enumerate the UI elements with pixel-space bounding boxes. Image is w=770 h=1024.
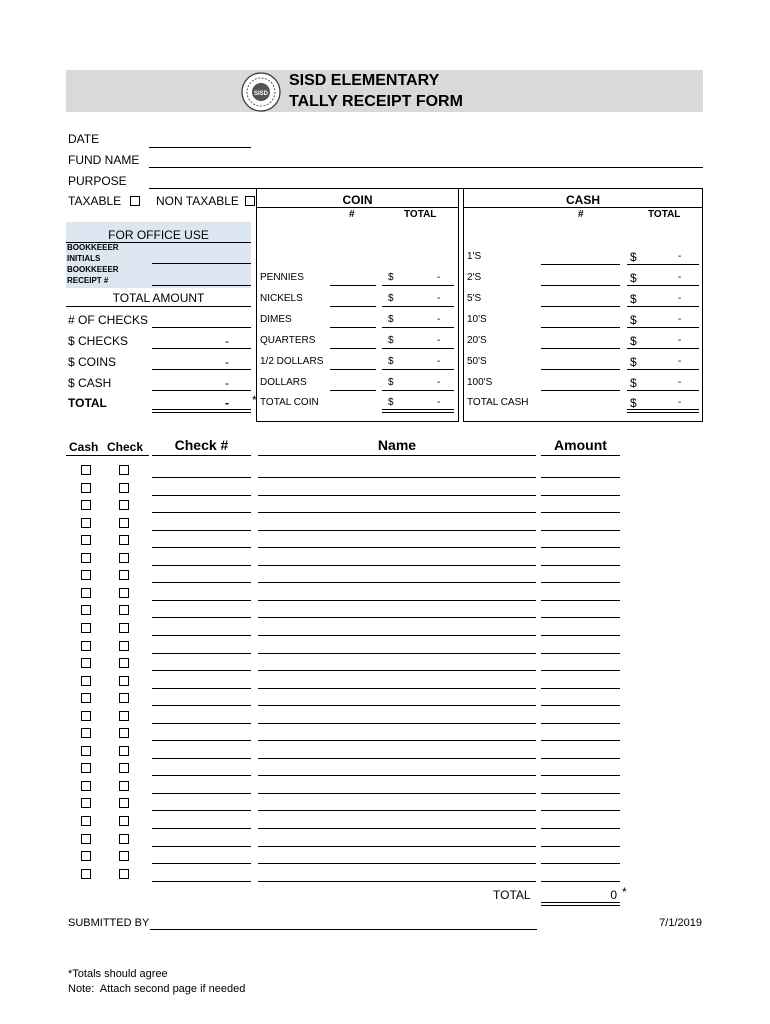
coin-title: COIN xyxy=(342,193,373,207)
coin-dollar-sign: $ xyxy=(388,314,394,325)
bookkeeper-receipt-field[interactable] xyxy=(152,285,251,286)
cash-num-header: # xyxy=(578,209,584,220)
check-checkbox[interactable] xyxy=(119,465,129,475)
cash-checkbox[interactable] xyxy=(81,465,91,475)
check-checkbox[interactable] xyxy=(119,851,129,861)
check-checkbox[interactable] xyxy=(119,763,129,773)
amount-header: Amount xyxy=(554,437,607,453)
check-number-field[interactable] xyxy=(152,617,251,618)
check-amount-field[interactable] xyxy=(541,775,620,776)
coin-row-label: QUARTERS xyxy=(260,335,316,346)
cash-checkbox[interactable] xyxy=(81,570,91,580)
check-number-field[interactable] xyxy=(152,846,251,847)
total-coin-field[interactable] xyxy=(382,409,454,413)
coin-dash: - xyxy=(437,314,441,325)
nickels-total-field[interactable] xyxy=(382,306,454,307)
attach-note: Note: Attach second page if needed xyxy=(68,983,246,995)
cash-dollar-sign: $ xyxy=(630,376,637,390)
cash-checkbox[interactable] xyxy=(81,781,91,791)
cash-dash: - xyxy=(678,293,682,304)
coin-row-label: 1/2 DOLLARS xyxy=(260,356,324,367)
cash-column-header: Cash xyxy=(69,440,99,454)
check-number-field[interactable] xyxy=(152,582,251,583)
coin-cash-top xyxy=(256,188,703,189)
total-amount-label: TOTAL AMOUNT xyxy=(112,291,205,305)
total-cash-label: TOTAL CASH xyxy=(467,397,529,408)
fifties-count-field[interactable] xyxy=(541,369,620,370)
twos-count-field[interactable] xyxy=(541,285,620,286)
fund-name-label: FUND NAME xyxy=(68,153,140,167)
cash-checkbox[interactable] xyxy=(81,658,91,668)
cash-row-label: 20'S xyxy=(467,335,487,346)
check-number-field[interactable] xyxy=(152,512,251,513)
payer-name-field[interactable] xyxy=(258,547,536,548)
check-number-header: Check # xyxy=(174,437,229,453)
num-checks-label: # OF CHECKS xyxy=(68,313,149,327)
cash-dollar-sign: $ xyxy=(630,292,637,306)
coin-dash: - xyxy=(437,377,441,388)
checks-total-star: * xyxy=(622,885,627,899)
check-amount-field[interactable] xyxy=(541,758,620,759)
coin-row-label: DIMES xyxy=(260,314,292,325)
office-use-title: FOR OFFICE USE xyxy=(108,228,209,242)
check-number-field[interactable] xyxy=(152,828,251,829)
coin-box-right xyxy=(458,188,459,422)
check-amount-field[interactable] xyxy=(541,582,620,583)
ones-count-field[interactable] xyxy=(541,264,620,265)
check-amount-field[interactable] xyxy=(541,863,620,864)
check-number-field[interactable] xyxy=(152,565,251,566)
num-checks-field[interactable] xyxy=(152,327,251,328)
check-column-header: Check xyxy=(107,440,144,454)
cash-checkbox[interactable] xyxy=(81,746,91,756)
cash-row-label: 1'S xyxy=(467,251,482,262)
cash-checkbox[interactable] xyxy=(81,798,91,808)
quarters-count-field[interactable] xyxy=(330,348,376,349)
twos-total-field[interactable] xyxy=(627,285,699,286)
check-number-field[interactable] xyxy=(152,547,251,548)
check-number-field[interactable] xyxy=(152,705,251,706)
pennies-total-field[interactable] xyxy=(382,285,454,286)
cash-row-label: 5'S xyxy=(467,293,482,304)
check-amount-field[interactable] xyxy=(541,723,620,724)
check-number-field[interactable] xyxy=(152,653,251,654)
cash-dollar-sign: $ xyxy=(630,250,637,264)
summary-total-value: - xyxy=(225,396,229,410)
check-amount-field[interactable] xyxy=(541,617,620,618)
checks-amount-value: - xyxy=(225,334,229,348)
fifties-total-field[interactable] xyxy=(627,369,699,370)
date-label: DATE xyxy=(68,132,100,146)
cash-amount-label: $ CASH xyxy=(68,376,112,390)
total-cash-dash: - xyxy=(678,397,682,408)
check-amount-field[interactable] xyxy=(541,600,620,601)
total-cash-dollar: $ xyxy=(630,396,637,410)
check-checkbox[interactable] xyxy=(119,623,129,633)
check-amount-field[interactable] xyxy=(541,740,620,741)
cash-checkbox[interactable] xyxy=(81,518,91,528)
hundreds-total-field[interactable] xyxy=(627,390,699,391)
cash-checkbox[interactable] xyxy=(81,605,91,615)
taxable-label: TAXABLE xyxy=(68,194,122,208)
pennies-count-field[interactable] xyxy=(330,285,376,286)
cash-dash: - xyxy=(678,272,682,283)
cash-checkbox[interactable] xyxy=(81,553,91,563)
payer-name-field[interactable] xyxy=(258,565,536,566)
date-field[interactable] xyxy=(149,147,251,148)
check-amount-field[interactable] xyxy=(541,810,620,811)
cash-checkbox[interactable] xyxy=(81,711,91,721)
tens-total-field[interactable] xyxy=(627,327,699,328)
check-number-field[interactable] xyxy=(152,495,251,496)
purpose-label: PURPOSE xyxy=(68,174,127,188)
cash-box-bottom xyxy=(463,421,703,422)
checks-amount-field[interactable] xyxy=(152,348,251,349)
payer-name-field[interactable] xyxy=(258,495,536,496)
coin-dollar-sign: $ xyxy=(388,377,394,388)
payer-name-field[interactable] xyxy=(258,793,536,794)
check-checkbox[interactable] xyxy=(119,500,129,510)
payer-name-field[interactable] xyxy=(258,653,536,654)
total-coin-dash: - xyxy=(437,397,441,408)
bookkeeper-receipt-label-1: BOOKKEEER xyxy=(67,265,119,274)
coin-dollar-sign: $ xyxy=(388,293,394,304)
bookkeeper-receipt-label-2: RECEIPT # xyxy=(67,276,109,285)
totals-note: *Totals should agree xyxy=(68,968,168,980)
summary-total-label: TOTAL xyxy=(68,396,107,410)
taxable-checkbox[interactable] xyxy=(130,196,140,206)
cash-checkbox[interactable] xyxy=(81,763,91,773)
cash-box-right xyxy=(702,188,703,422)
payer-name-field[interactable] xyxy=(258,688,536,689)
payer-name-field[interactable] xyxy=(258,635,536,636)
coin-total-header: TOTAL xyxy=(404,209,437,220)
check-amount-field[interactable] xyxy=(541,565,620,566)
cash-checkbox[interactable] xyxy=(81,500,91,510)
check-number-field[interactable] xyxy=(152,635,251,636)
coin-dollar-sign: $ xyxy=(388,335,394,346)
payer-name-field[interactable] xyxy=(258,775,536,776)
half-dollars-count-field[interactable] xyxy=(330,369,376,370)
check-number-field[interactable] xyxy=(152,600,251,601)
check-number-field[interactable] xyxy=(152,740,251,741)
cash-checkbox[interactable] xyxy=(81,483,91,493)
cash-checkbox[interactable] xyxy=(81,676,91,686)
payer-name-field[interactable] xyxy=(258,758,536,759)
seal-text: SISD xyxy=(253,91,269,97)
payer-name-field[interactable] xyxy=(258,600,536,601)
check-checkbox[interactable] xyxy=(119,676,129,686)
check-number-field[interactable] xyxy=(152,793,251,794)
payer-name-field[interactable] xyxy=(258,530,536,531)
payer-name-field[interactable] xyxy=(258,512,536,513)
check-amount-field[interactable] xyxy=(541,653,620,654)
check-checkbox[interactable] xyxy=(119,518,129,528)
check-amount-field[interactable] xyxy=(541,688,620,689)
total-cash-field[interactable] xyxy=(627,409,699,413)
check-amount-field[interactable] xyxy=(541,846,620,847)
nickels-count-field[interactable] xyxy=(330,306,376,307)
coin-box-left xyxy=(256,188,257,422)
cash-box-left xyxy=(463,188,464,422)
coin-title-rule xyxy=(256,207,459,208)
twenties-count-field[interactable] xyxy=(541,348,620,349)
dollars-total-field[interactable] xyxy=(382,390,454,391)
form-date: 7/1/2019 xyxy=(659,917,702,929)
check-checkbox[interactable] xyxy=(119,570,129,580)
check-number-field[interactable] xyxy=(152,758,251,759)
total-coin-dollar: $ xyxy=(388,397,394,408)
check-checkbox[interactable] xyxy=(119,834,129,844)
payer-name-field[interactable] xyxy=(258,810,536,811)
total-amount-field[interactable] xyxy=(66,306,251,307)
check-checkbox[interactable] xyxy=(119,798,129,808)
dimes-total-field[interactable] xyxy=(382,327,454,328)
half-dollars-total-field[interactable] xyxy=(382,369,454,370)
coins-amount-label: $ COINS xyxy=(68,355,117,369)
cash-amount-value: - xyxy=(225,376,229,390)
coins-amount-value: - xyxy=(225,355,229,369)
total-coin-label: TOTAL COIN xyxy=(260,397,319,408)
cash-checkbox[interactable] xyxy=(81,588,91,598)
cash-dash: - xyxy=(678,377,682,388)
hundreds-count-field[interactable] xyxy=(541,390,620,391)
coin-dash: - xyxy=(437,293,441,304)
payer-name-field[interactable] xyxy=(258,477,536,478)
cash-dash: - xyxy=(678,314,682,325)
cash-amount-field[interactable] xyxy=(152,390,251,391)
check-amount-field[interactable] xyxy=(541,495,620,496)
coin-row-label: PENNIES xyxy=(260,272,304,283)
check-checkbox[interactable] xyxy=(119,816,129,826)
checks-total-label: TOTAL xyxy=(493,888,531,902)
check-number-field[interactable] xyxy=(152,530,251,531)
check-amount-field[interactable] xyxy=(541,547,620,548)
coin-dash: - xyxy=(437,272,441,283)
fives-total-field[interactable] xyxy=(627,306,699,307)
coin-dollar-sign: $ xyxy=(388,272,394,283)
cash-row-label: 10'S xyxy=(467,314,487,325)
dollars-count-field[interactable] xyxy=(330,390,376,391)
cash-checkbox[interactable] xyxy=(81,623,91,633)
fives-count-field[interactable] xyxy=(541,306,620,307)
payer-name-field[interactable] xyxy=(258,828,536,829)
cash-checkbox[interactable] xyxy=(81,535,91,545)
cash-dash: - xyxy=(678,251,682,262)
cash-dollar-sign: $ xyxy=(630,271,637,285)
coin-dash: - xyxy=(437,356,441,367)
check-checkbox[interactable] xyxy=(119,535,129,545)
checks-amount-label: $ CHECKS xyxy=(68,334,129,348)
check-amount-field[interactable] xyxy=(541,477,620,478)
payer-name-field[interactable] xyxy=(258,705,536,706)
coin-num-header: # xyxy=(349,209,355,220)
non-taxable-label: NON TAXABLE xyxy=(156,194,239,208)
cash-dash: - xyxy=(678,356,682,367)
twenties-total-field[interactable] xyxy=(627,348,699,349)
school-district-seal-icon xyxy=(240,72,282,112)
check-checkbox[interactable] xyxy=(119,746,129,756)
check-amount-field[interactable] xyxy=(541,793,620,794)
check-amount-field[interactable] xyxy=(541,705,620,706)
cash-dash: - xyxy=(678,335,682,346)
cash-check-header-rule xyxy=(66,455,149,456)
cash-dollar-sign: $ xyxy=(630,313,637,327)
check-number-field[interactable] xyxy=(152,688,251,689)
cash-checkbox[interactable] xyxy=(81,816,91,826)
cash-title: CASH xyxy=(565,193,600,207)
bookkeeper-initials-label-1: BOOKKEEER xyxy=(67,243,119,252)
bookkeeper-initials-label-2: INITIALS xyxy=(67,254,101,263)
form-title-line2: TALLY RECEIPT FORM xyxy=(289,93,463,110)
check-number-field[interactable] xyxy=(152,863,251,864)
dimes-count-field[interactable] xyxy=(330,327,376,328)
check-checkbox[interactable] xyxy=(119,658,129,668)
cash-row-label: 2'S xyxy=(467,272,482,283)
check-checkbox[interactable] xyxy=(119,553,129,563)
check-number-field[interactable] xyxy=(152,723,251,724)
payer-name-field[interactable] xyxy=(258,670,536,671)
check-amount-field[interactable] xyxy=(541,881,620,882)
ones-total-field[interactable] xyxy=(627,264,699,265)
payer-name-field[interactable] xyxy=(258,881,536,882)
payer-name-field[interactable] xyxy=(258,740,536,741)
check-number-header-rule xyxy=(152,455,251,456)
cash-checkbox[interactable] xyxy=(81,728,91,738)
cash-checkbox[interactable] xyxy=(81,869,91,879)
check-number-field[interactable] xyxy=(152,670,251,671)
bookkeeper-initials-field[interactable] xyxy=(152,263,251,264)
check-checkbox[interactable] xyxy=(119,711,129,721)
check-amount-field[interactable] xyxy=(541,670,620,671)
check-number-field[interactable] xyxy=(152,477,251,478)
cash-checkbox[interactable] xyxy=(81,693,91,703)
cash-dollar-sign: $ xyxy=(630,355,637,369)
non-taxable-checkbox[interactable] xyxy=(245,196,255,206)
coin-dash: - xyxy=(437,335,441,346)
check-checkbox[interactable] xyxy=(119,781,129,791)
form-title-line1: SISD ELEMENTARY xyxy=(289,72,440,89)
fund-name-field[interactable] xyxy=(149,167,703,168)
check-checkbox[interactable] xyxy=(119,483,129,493)
coins-amount-field[interactable] xyxy=(152,369,251,370)
payer-name-field[interactable] xyxy=(258,617,536,618)
cash-total-header: TOTAL xyxy=(648,209,681,220)
amount-header-rule xyxy=(541,455,620,456)
check-checkbox[interactable] xyxy=(119,605,129,615)
summary-total-star: * xyxy=(252,393,257,407)
payer-name-field[interactable] xyxy=(258,863,536,864)
cash-checkbox[interactable] xyxy=(81,851,91,861)
check-checkbox[interactable] xyxy=(119,693,129,703)
coin-box-bottom xyxy=(256,421,459,422)
check-checkbox[interactable] xyxy=(119,728,129,738)
payer-name-field[interactable] xyxy=(258,723,536,724)
cash-checkbox[interactable] xyxy=(81,834,91,844)
summary-total-field[interactable] xyxy=(152,409,251,413)
coin-row-label: NICKELS xyxy=(260,293,303,304)
check-checkbox[interactable] xyxy=(119,588,129,598)
check-amount-field[interactable] xyxy=(541,530,620,531)
submitted-by-field[interactable] xyxy=(150,929,537,930)
cash-row-label: 50'S xyxy=(467,356,487,367)
check-number-field[interactable] xyxy=(152,881,251,882)
check-amount-field[interactable] xyxy=(541,828,620,829)
check-number-field[interactable] xyxy=(152,775,251,776)
quarters-total-field[interactable] xyxy=(382,348,454,349)
payer-name-field[interactable] xyxy=(258,846,536,847)
name-header: Name xyxy=(377,437,417,453)
coin-dollar-sign: $ xyxy=(388,356,394,367)
check-amount-field[interactable] xyxy=(541,635,620,636)
coin-row-label: DOLLARS xyxy=(260,377,307,388)
cash-row-label: 100'S xyxy=(467,377,493,388)
name-header-rule xyxy=(258,455,536,456)
check-checkbox[interactable] xyxy=(119,641,129,651)
payer-name-field[interactable] xyxy=(258,582,536,583)
check-number-field[interactable] xyxy=(152,810,251,811)
cash-dollar-sign: $ xyxy=(630,334,637,348)
checks-total-field[interactable] xyxy=(541,902,620,906)
tens-count-field[interactable] xyxy=(541,327,620,328)
cash-title-rule xyxy=(463,207,703,208)
check-checkbox[interactable] xyxy=(119,869,129,879)
checks-total-value: 0 xyxy=(610,888,617,902)
submitted-by-label: SUBMITTED BY xyxy=(68,917,150,929)
check-amount-field[interactable] xyxy=(541,512,620,513)
cash-checkbox[interactable] xyxy=(81,641,91,651)
